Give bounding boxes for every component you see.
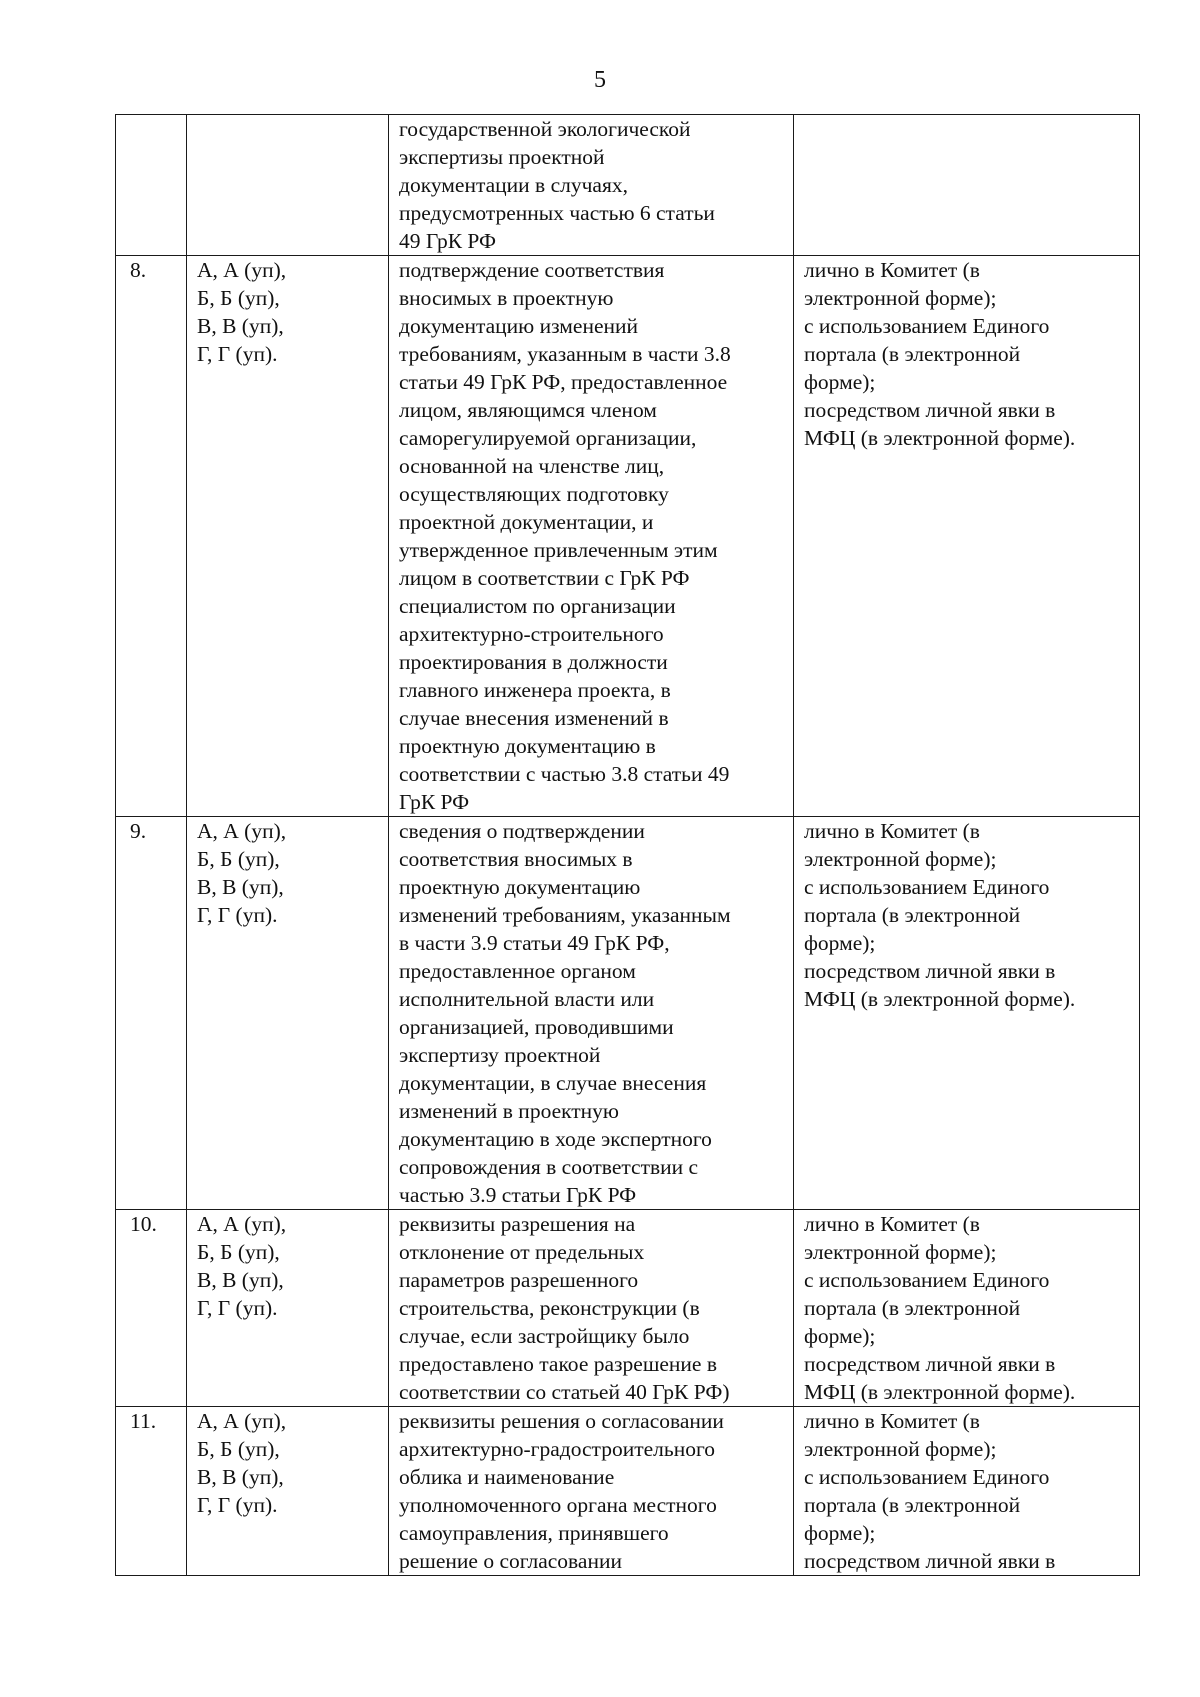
row-number: 8.	[116, 256, 187, 817]
row-description: сведения о подтверждении соответствия вносимых в проектную документацию изменений требованиям, указанным в части 3.9 статьи 49 ГрК РФ, предоставленное органом исполнительной власти или организацией, проводившими экспертизу проектной документации, в случае внесения изменений в проектную документацию в ходе экспертного сопровождения в соответствии с частью 3.9 статьи ГрК РФ	[389, 817, 794, 1210]
document-table	[115, 114, 1140, 1576]
row-description: подтверждение соответствия вносимых в проектную документацию изменений требованиям, указанным в части 3.8 статьи 49 ГрК РФ, предоставленное лицом, являющимся членом саморегулируемой организации, основанной на членстве лиц, осуществляющих подготовку проектной документации, и утвержденное привлеченным этим лицом в соответствии с ГрК РФ специалистом по организации архитектурно-строительного проектирования в должности главного инженера проекта, в случае внесения изменений в проектную документацию в соответствии с частью 3.8 статьи 49 ГрК РФ	[389, 256, 794, 817]
row-description: государственной экологической экспертизы проектной документации в случаях, предусмотренных частью 6 статьи 49 ГрК РФ	[389, 115, 794, 256]
page-number: 5	[594, 67, 606, 93]
row-number	[116, 115, 187, 256]
row-categories: А, А (уп), Б, Б (уп), В, В (уп), Г, Г (уп).	[187, 256, 389, 817]
row-categories	[187, 115, 389, 256]
table-row	[116, 256, 1140, 817]
row-categories: А, А (уп), Б, Б (уп), В, В (уп), Г, Г (уп).	[187, 1210, 389, 1407]
row-categories: А, А (уп), Б, Б (уп), В, В (уп), Г, Г (уп).	[187, 1407, 389, 1576]
row-description: реквизиты разрешения на отклонение от предельных параметров разрешенного строительства, реконструкции (в случае, если застройщику было предоставлено такое разрешение в соответствии со статьей 40 ГрК РФ)	[389, 1210, 794, 1407]
row-number: 10.	[116, 1210, 187, 1407]
row-submission-method	[794, 115, 1140, 256]
row-submission-method: лично в Комитет (в электронной форме); с использованием Единого портала (в электронной форме); посредством личной явки в МФЦ (в электронной форме).	[794, 1210, 1140, 1407]
row-categories: А, А (уп), Б, Б (уп), В, В (уп), Г, Г (уп).	[187, 817, 389, 1210]
table-row	[116, 1407, 1140, 1576]
row-submission-method: лично в Комитет (в электронной форме); с использованием Единого портала (в электронной форме); посредством личной явки в МФЦ (в электронной форме).	[794, 817, 1140, 1210]
row-description: реквизиты решения о согласовании архитектурно-градостроительного облика и наименование уполномоченного органа местного самоуправления, принявшего решение о согласовании	[389, 1407, 794, 1576]
table-row	[116, 115, 1140, 256]
row-submission-method: лично в Комитет (в электронной форме); с использованием Единого портала (в электронной форме); посредством личной явки в МФЦ (в электронной форме).	[794, 256, 1140, 817]
row-number: 11.	[116, 1407, 187, 1576]
table-row	[116, 817, 1140, 1210]
row-submission-method: лично в Комитет (в электронной форме); с использованием Единого портала (в электронной форме); посредством личной явки в	[794, 1407, 1140, 1576]
table-row	[116, 1210, 1140, 1407]
row-number: 9.	[116, 817, 187, 1210]
